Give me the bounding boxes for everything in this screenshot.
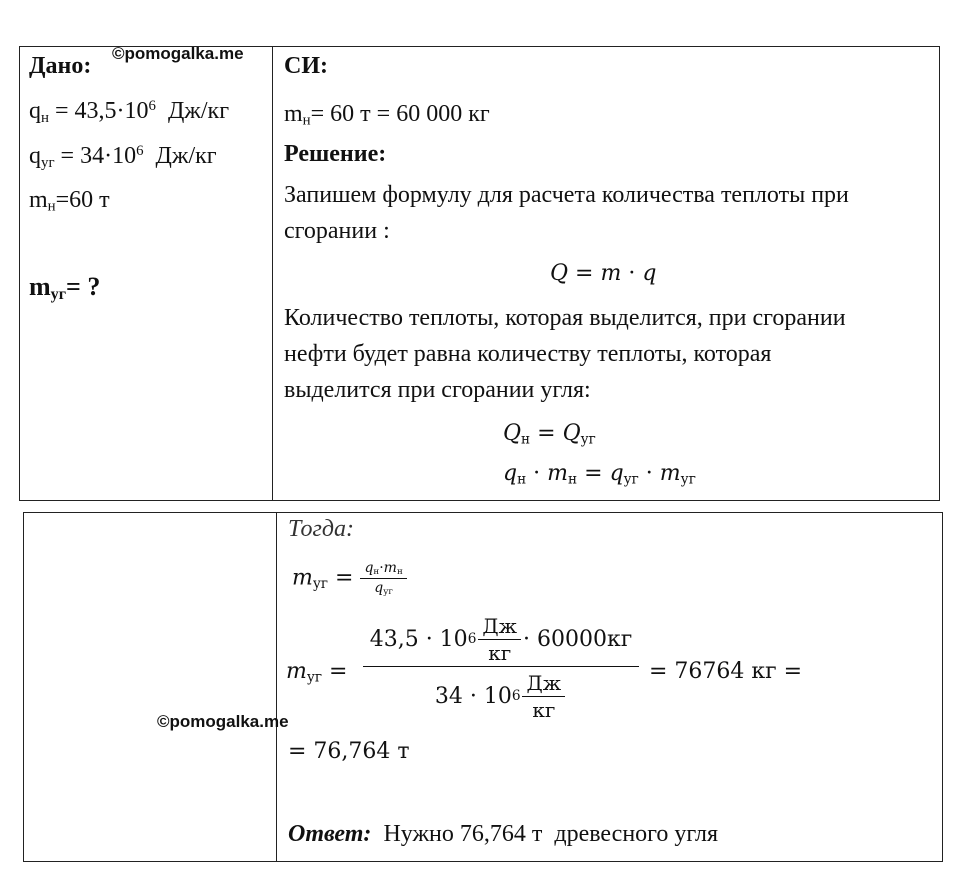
answer-text: Нужно 76,764 т древесного угля [371, 821, 719, 847]
si-mass: $m_н= 60$ т = 60 000 кг [284, 101, 490, 129]
solution-text-line-2: нефти будет равна количеству теплоты, которая [284, 341, 772, 367]
solution-title: Решение: [284, 141, 387, 167]
result-lhs: $m_{уг}$ = [286, 659, 355, 686]
answer-line [288, 820, 718, 848]
formula-mass-fraction: $m_{уг}$ = $\frac{q_н\cdot m_н}{q_{уг}}$ [292, 560, 407, 597]
solution-text-line-3: выделится при сгорании угля: [284, 377, 591, 403]
solution-intro-line-2: сгорании : [284, 218, 390, 244]
formula-balance: $q_н \cdot m_н = q_{уг} \cdot m_{уг}$ [503, 461, 696, 488]
watermark-top: ©pomogalka.me [112, 44, 244, 63]
formula-equal-heat: $Q_н = Q_{уг}$ [503, 421, 596, 448]
given-m-n: $m_н=60$ т [29, 187, 110, 215]
given-find: $m_{уг}=$ ? [29, 272, 101, 304]
fraction-symbolic: $\frac{q_н\cdot m_н}{q_{уг}}$ [360, 560, 406, 597]
watermark-bottom: ©pomogalka.me [157, 712, 289, 731]
result-denominator: 34 · 10 6 $\frac{Дж}{кг}$ [363, 667, 639, 725]
bottom-table-divider [276, 512, 277, 862]
solution-text-line-1: Количество теплоты, которая выделится, при сгорании [284, 305, 846, 331]
result-numerator: 43,5 · 10 6 $\frac{Дж}{кг}$ · 60000кг [369, 613, 633, 665]
result-tail: = 76764 кг = [642, 659, 803, 684]
solution-intro-line-1: Запишем формулу для расчета количества теплоты при [284, 182, 849, 208]
given-q-ug: $q_{уг} = 34\cdot 10^6$ Дж/кг [29, 143, 217, 171]
result-final: = 76,764 т [288, 739, 410, 764]
given-q-n: $q_н = 43,5\cdot 10^6$ Дж/кг [29, 98, 230, 126]
formula-heat: Q = m · q [550, 261, 657, 286]
answer-label: Ответ: [288, 821, 372, 847]
then-label: Тогда: [288, 516, 354, 542]
top-table-divider [272, 46, 273, 501]
result-fraction [363, 612, 639, 725]
si-title: СИ: [284, 53, 328, 79]
given-title: Дано: [29, 53, 92, 79]
